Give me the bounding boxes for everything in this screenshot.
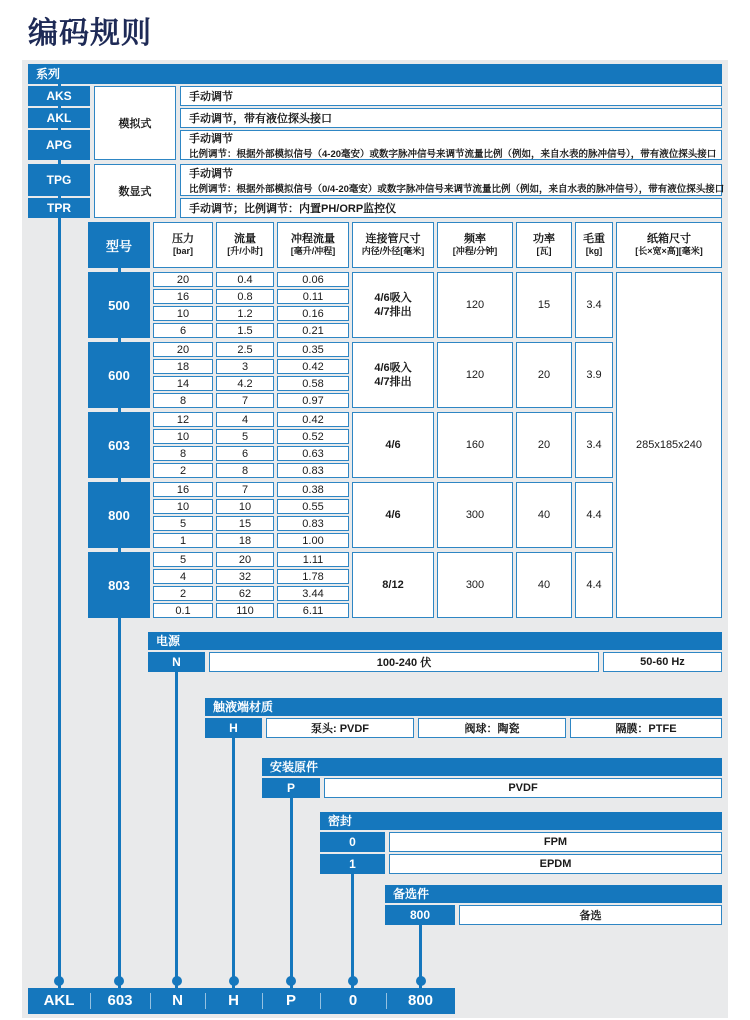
- series-code-cell: AKL: [28, 108, 90, 128]
- options-section-header: 备选件: [385, 885, 722, 903]
- material-value-cell: 阀球：陶瓷: [418, 718, 566, 738]
- spec-header-cell: [616, 222, 722, 268]
- flow-cell: 1.5: [216, 323, 274, 338]
- freq-cell: 120: [437, 342, 513, 408]
- spec-header-title: 流量: [234, 233, 256, 245]
- pressure-cell: 20: [153, 272, 213, 287]
- connector-dot: [229, 976, 239, 986]
- pipe-line: 4/7排出: [374, 306, 412, 318]
- flow-cell: 4: [216, 412, 274, 427]
- spec-header-cell: [575, 222, 613, 268]
- series-desc-cell: [180, 130, 722, 160]
- freq-cell: 300: [437, 482, 513, 548]
- material-value-cell: 泵头: PVDF: [266, 718, 414, 738]
- options-code-cell: 800: [385, 905, 455, 925]
- pipe-line: 4/6: [385, 509, 401, 521]
- spec-header-model: 型号: [88, 222, 150, 268]
- code-bar-segment: N: [172, 992, 183, 1009]
- spec-header-title: 连接管尺寸: [365, 233, 421, 245]
- stroke-cell: 6.11: [277, 603, 349, 618]
- weight-cell: 3.9: [575, 342, 613, 408]
- connector-dot: [348, 976, 358, 986]
- weight-cell: 4.4: [575, 482, 613, 548]
- spec-header-cell: [437, 222, 513, 268]
- flow-cell: 15: [216, 516, 274, 531]
- stroke-cell: 0.35: [277, 342, 349, 357]
- install-code-cell: P: [262, 778, 320, 798]
- series-type-cell: 数显式: [94, 164, 176, 218]
- page-title: 编码规则: [28, 17, 152, 50]
- power-cell: 20: [516, 342, 572, 408]
- pipe-line: 4/7排出: [374, 376, 412, 388]
- coding-diagram: [22, 60, 728, 1018]
- pressure-cell: 1: [153, 533, 213, 548]
- code-bar-segment: AKL: [43, 992, 75, 1009]
- spec-header-unit: [bar]: [173, 246, 193, 256]
- pressure-cell: 8: [153, 446, 213, 461]
- pressure-cell: 16: [153, 289, 213, 304]
- stroke-cell: 0.21: [277, 323, 349, 338]
- spec-header-cell: [153, 222, 213, 268]
- stroke-cell: 0.06: [277, 272, 349, 287]
- connector-line: [232, 738, 235, 988]
- stroke-cell: 0.58: [277, 376, 349, 391]
- power-cell: 20: [516, 412, 572, 478]
- code-bar-divider: [262, 993, 263, 1009]
- flow-cell: 5: [216, 429, 274, 444]
- series-type-cell: 模拟式: [94, 86, 176, 160]
- series-section-header: 系列: [28, 64, 722, 84]
- spec-header-title: 毛重: [583, 233, 605, 245]
- pressure-cell: 10: [153, 429, 213, 444]
- power-cell: 40: [516, 552, 572, 618]
- stroke-cell: 1.11: [277, 552, 349, 567]
- pressure-cell: 10: [153, 306, 213, 321]
- spec-header-unit: [长×宽×高][毫米]: [635, 246, 703, 256]
- spec-header-cell: [352, 222, 434, 268]
- seal-code-cell: 1: [320, 854, 385, 874]
- flow-cell: 2.5: [216, 342, 274, 357]
- code-bar-segment: 0: [348, 992, 358, 1009]
- stroke-cell: 0.55: [277, 499, 349, 514]
- flow-cell: 62: [216, 586, 274, 601]
- model-cell: 500: [88, 272, 150, 338]
- connector-line: [58, 84, 61, 988]
- power-code-cell: N: [148, 652, 205, 672]
- spec-header-title: 功率: [533, 233, 555, 245]
- flow-cell: 4.2: [216, 376, 274, 391]
- flow-cell: 8: [216, 463, 274, 478]
- code-bar-segment: P: [285, 992, 296, 1009]
- pipe-cell: [352, 272, 434, 338]
- seal-section-header: 密封: [320, 812, 722, 830]
- connector-dot: [114, 976, 124, 986]
- code-bar-divider: [320, 993, 321, 1009]
- pressure-cell: 16: [153, 482, 213, 497]
- spec-header-title: 频率: [464, 233, 486, 245]
- flow-cell: 0.8: [216, 289, 274, 304]
- pressure-cell: 14: [153, 376, 213, 391]
- series-desc-cell: [180, 198, 722, 218]
- pipe-cell: [352, 552, 434, 618]
- pressure-cell: 6: [153, 323, 213, 338]
- pipe-line: 4/6吸入: [374, 362, 412, 374]
- pipe-line: 4/6: [385, 439, 401, 451]
- code-bar-divider: [150, 993, 151, 1009]
- series-code-cell: AKS: [28, 86, 90, 106]
- code-bar: [28, 988, 455, 1014]
- seal-value-cell: FPM: [389, 832, 722, 852]
- pipe-cell: [352, 482, 434, 548]
- flow-cell: 10: [216, 499, 274, 514]
- connector-dot: [416, 976, 426, 986]
- flow-cell: 3: [216, 359, 274, 374]
- options-value-cell: 备选: [459, 905, 722, 925]
- model-cell: 603: [88, 412, 150, 478]
- pipe-cell: [352, 412, 434, 478]
- pressure-cell: 10: [153, 499, 213, 514]
- code-bar-divider: [386, 993, 387, 1009]
- power-cell: 15: [516, 272, 572, 338]
- series-desc-line: 手动调节: [189, 91, 233, 103]
- flow-cell: 20: [216, 552, 274, 567]
- carton-cell: 285x185x240: [616, 272, 722, 618]
- code-bar-divider: [90, 993, 91, 1009]
- spec-header-cell: [216, 222, 274, 268]
- series-desc-line: 手动调节；比例调节：内置PH/ORP监控仪: [189, 203, 397, 215]
- series-desc-cell: [180, 164, 725, 196]
- stroke-cell: 0.83: [277, 516, 349, 531]
- pipe-cell: [352, 342, 434, 408]
- install-value-cell: PVDF: [324, 778, 722, 798]
- spec-header-unit: 内径/外径[毫米]: [361, 246, 425, 256]
- pressure-cell: 4: [153, 569, 213, 584]
- power-section-header: 电源: [148, 632, 722, 650]
- pressure-cell: 18: [153, 359, 213, 374]
- pressure-cell: 12: [153, 412, 213, 427]
- model-cell: 600: [88, 342, 150, 408]
- seal-code-cell: 0: [320, 832, 385, 852]
- stroke-cell: 1.00: [277, 533, 349, 548]
- connector-line: [175, 672, 178, 988]
- flow-cell: 32: [216, 569, 274, 584]
- pressure-cell: 8: [153, 393, 213, 408]
- flow-cell: 7: [216, 393, 274, 408]
- stroke-cell: 3.44: [277, 586, 349, 601]
- material-section-header: 触液端材质: [205, 698, 722, 716]
- material-code-cell: H: [205, 718, 262, 738]
- freq-cell: 120: [437, 272, 513, 338]
- series-desc-cell: [180, 108, 722, 128]
- spec-header-cell: [516, 222, 572, 268]
- code-bar-divider: [205, 993, 206, 1009]
- spec-header-unit: [冲程/分钟]: [452, 246, 498, 256]
- power-cell: 40: [516, 482, 572, 548]
- weight-cell: 3.4: [575, 412, 613, 478]
- flow-cell: 1.2: [216, 306, 274, 321]
- connector-line: [290, 798, 293, 988]
- code-bar-segment: 603: [107, 992, 133, 1009]
- weight-cell: 3.4: [575, 272, 613, 338]
- spec-header-unit: [瓦]: [536, 246, 552, 256]
- connector-line: [351, 874, 354, 988]
- series-desc-line: 比例调节：根据外部模拟信号（0/4-20毫安）或数字脉冲信号来调节流量比例（例如，来自水表的脉冲信号），带有液位探头接口: [189, 184, 725, 195]
- series-code-cell: APG: [28, 130, 90, 160]
- stroke-cell: 0.11: [277, 289, 349, 304]
- pipe-line: 4/6吸入: [374, 292, 412, 304]
- power-frequency-cell: 50-60 Hz: [603, 652, 722, 672]
- pressure-cell: 2: [153, 586, 213, 601]
- freq-cell: 160: [437, 412, 513, 478]
- spec-header-unit: [kg]: [585, 246, 603, 256]
- seal-value-cell: EPDM: [389, 854, 722, 874]
- pressure-cell: 0.1: [153, 603, 213, 618]
- flow-cell: 110: [216, 603, 274, 618]
- flow-cell: 0.4: [216, 272, 274, 287]
- spec-header-title: 冲程流量: [291, 233, 335, 245]
- model-cell: 803: [88, 552, 150, 618]
- pressure-cell: 5: [153, 552, 213, 567]
- material-value-cell: 隔膜：PTFE: [570, 718, 722, 738]
- flow-cell: 6: [216, 446, 274, 461]
- stroke-cell: 0.52: [277, 429, 349, 444]
- pressure-cell: 2: [153, 463, 213, 478]
- pipe-line: 8/12: [382, 579, 404, 591]
- series-desc-line: 比例调节：根据外部模拟信号（4-20毫安）或数字脉冲信号来调节流量比例（例如，来自水表的脉冲信号），带有液位探头接口: [189, 149, 717, 160]
- model-cell: 800: [88, 482, 150, 548]
- stroke-cell: 0.38: [277, 482, 349, 497]
- code-bar-segment: 800: [407, 992, 434, 1009]
- install-section-header: 安装原件: [262, 758, 722, 776]
- stroke-cell: 0.42: [277, 412, 349, 427]
- series-code-cell: TPR: [28, 198, 90, 218]
- spec-header-title: 纸箱尺寸: [647, 233, 691, 245]
- connector-dot: [54, 976, 64, 986]
- connector-dot: [172, 976, 182, 986]
- series-desc-line: 手动调节: [189, 133, 233, 145]
- pressure-cell: 20: [153, 342, 213, 357]
- power-voltage-cell: 100-240 伏: [209, 652, 599, 672]
- stroke-cell: 0.97: [277, 393, 349, 408]
- connector-dot: [286, 976, 296, 986]
- spec-header-title: 压力: [172, 233, 194, 245]
- spec-header-unit: [升/小时]: [227, 246, 263, 256]
- stroke-cell: 1.78: [277, 569, 349, 584]
- stroke-cell: 0.42: [277, 359, 349, 374]
- series-desc-line: 手动调节: [189, 168, 233, 180]
- flow-cell: 7: [216, 482, 274, 497]
- weight-cell: 4.4: [575, 552, 613, 618]
- spec-header-unit: [毫升/冲程]: [290, 246, 336, 256]
- stroke-cell: 0.83: [277, 463, 349, 478]
- series-desc-line: 手动调节，带有液位探头接口: [189, 113, 332, 125]
- code-bar-segment: H: [228, 992, 239, 1009]
- pressure-cell: 5: [153, 516, 213, 531]
- freq-cell: 300: [437, 552, 513, 618]
- stroke-cell: 0.16: [277, 306, 349, 321]
- flow-cell: 18: [216, 533, 274, 548]
- spec-header-cell: [277, 222, 349, 268]
- stroke-cell: 0.63: [277, 446, 349, 461]
- series-desc-cell: [180, 86, 722, 106]
- series-code-cell: TPG: [28, 164, 90, 196]
